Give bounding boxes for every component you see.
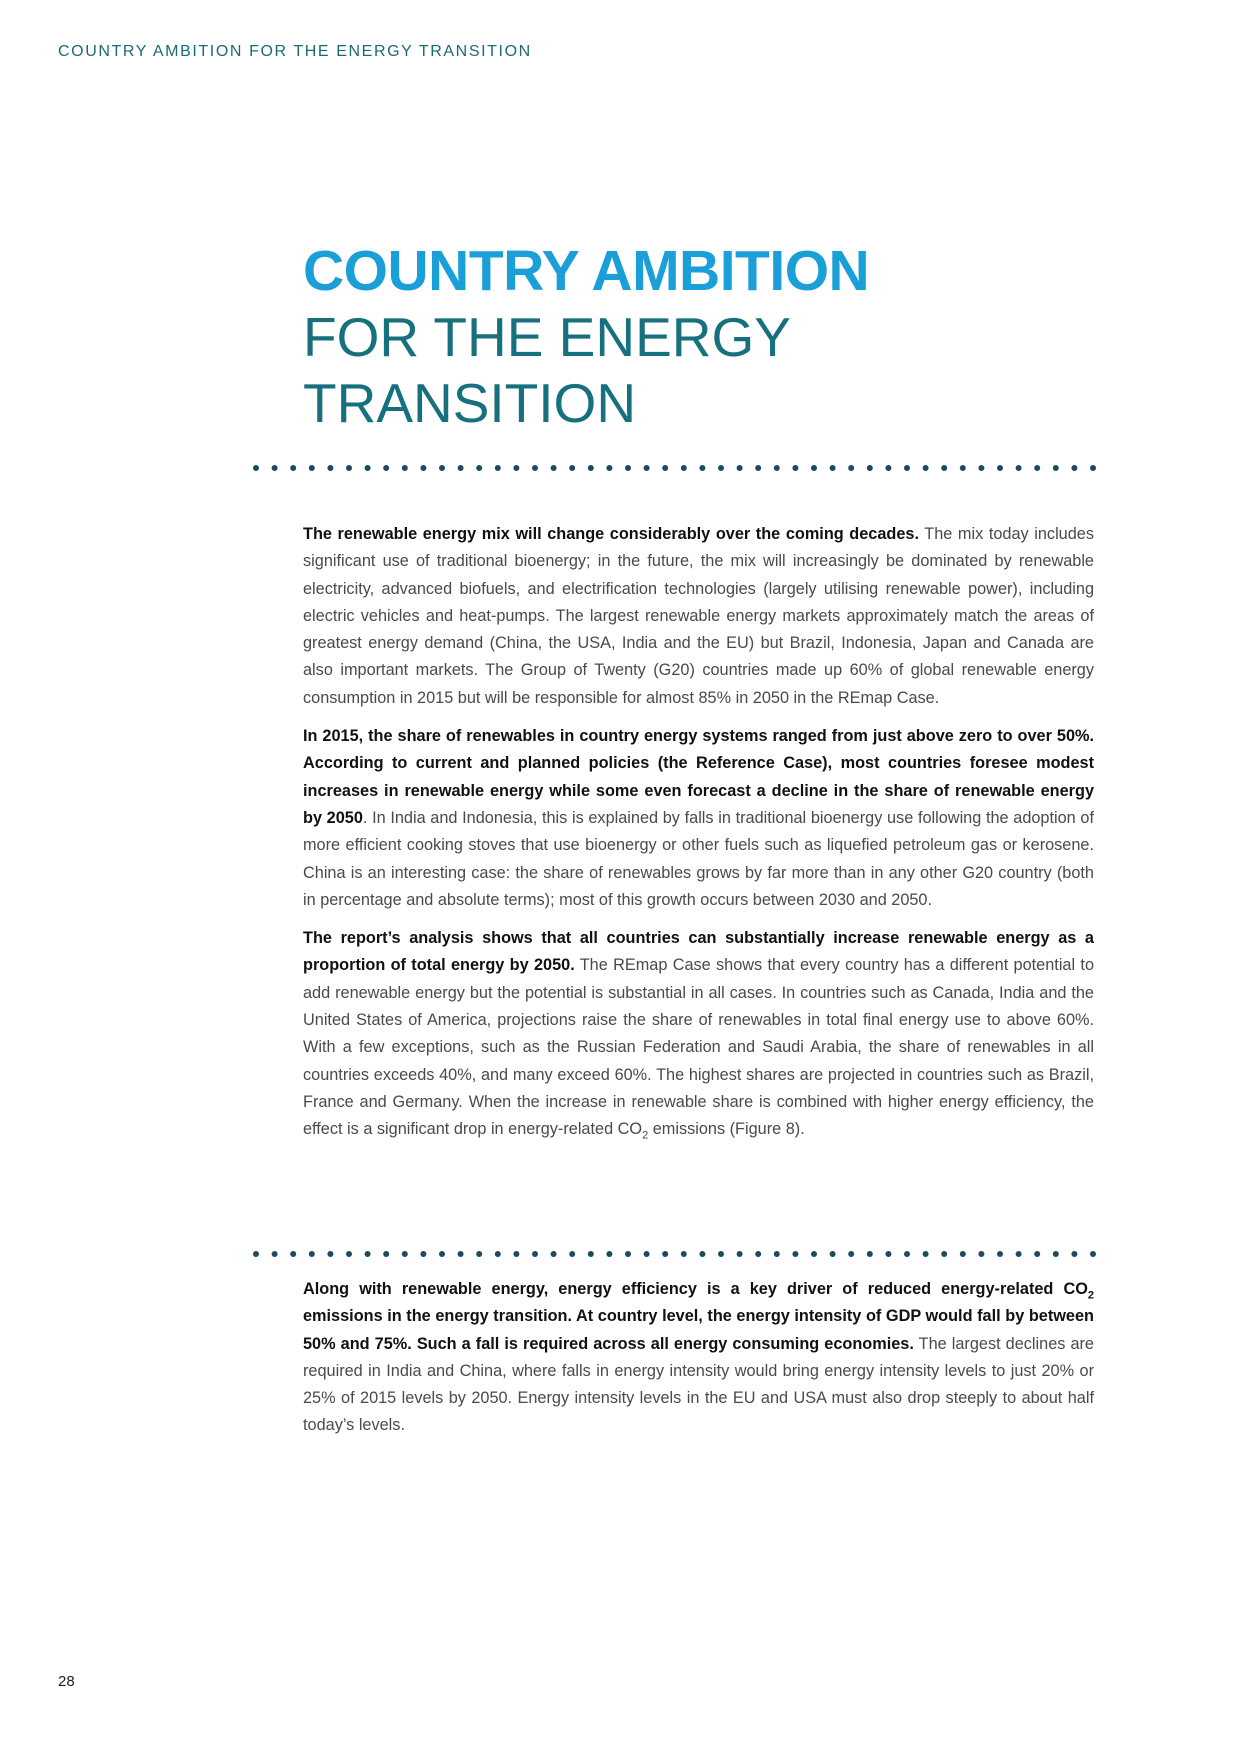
main-text bbox=[303, 521, 1094, 1155]
divider-dot bbox=[830, 465, 836, 471]
divider-dot bbox=[755, 1251, 761, 1257]
divider-dot bbox=[960, 465, 966, 471]
paragraph-1-body: The mix today includes significant use of traditional bioenergy; in the future, the mix will increasingly be dominated by renewable electricity, advanced biofuels, and electrification technologies (largely utilising renewable power), including electric vehicles and heat-pumps. The largest renewable energy markets approximately match the areas of greatest energy demand (China, the USA, India and the EU) but Brazil, Indonesia, Japan and Canada are also important markets. The Group of Twenty (G20) countries made up 60% of global renewable energy consumption in 2015 but will be responsible for almost 85% in 2050 in the REmap Case. bbox=[303, 525, 1094, 707]
divider-dot bbox=[383, 1251, 389, 1257]
divider-dot bbox=[718, 465, 724, 471]
divider-dot bbox=[439, 1251, 445, 1257]
divider-dot bbox=[1090, 1251, 1096, 1257]
divider-dot bbox=[346, 1251, 352, 1257]
divider-dot bbox=[1034, 1251, 1040, 1257]
page-number: 28 bbox=[58, 1673, 75, 1690]
dotted-divider-bottom bbox=[252, 1248, 1098, 1260]
divider-dot bbox=[885, 465, 891, 471]
divider-dot bbox=[1016, 1251, 1022, 1257]
paragraph-2-body: . In India and Indonesia, this is explained by falls in traditional bioenergy use following the adoption of more efficient cooking stoves that use bioenergy or other fuels such as liquefied petroleum gas or kerosene. China is an interesting case: the share of renewables grows by far more than in any other G20 country (both in percentage and absolute terms); most of this growth occurs between 2030 and 2050. bbox=[303, 808, 1094, 909]
divider-dot bbox=[253, 465, 259, 471]
divider-dot bbox=[941, 1251, 947, 1257]
divider-dot bbox=[774, 465, 780, 471]
paragraph-3-tail: emissions (Figure 8). bbox=[648, 1120, 805, 1139]
paragraph-4-lead-tail: emissions in the energy transition. At country level, the energy intensity of GDP would fall by between 50% and 75%. Such a fall is required across all energy consuming economies. bbox=[303, 1307, 1094, 1353]
divider-dot bbox=[737, 465, 743, 471]
divider-dot bbox=[1090, 465, 1096, 471]
divider-dot bbox=[476, 465, 482, 471]
divider-dot bbox=[402, 465, 408, 471]
divider-dot bbox=[830, 1251, 836, 1257]
divider-dot bbox=[625, 465, 631, 471]
divider-dot bbox=[699, 465, 705, 471]
divider-dot bbox=[420, 465, 426, 471]
dotted-divider-top bbox=[252, 462, 1098, 474]
divider-dot bbox=[327, 465, 333, 471]
paragraph-4-body: The largest declines are required in India and China, where falls in energy intensity would bring energy intensity levels to just 20% or 25% of 2015 levels by 2050. Energy intensity levels in the EU and USA must also drop steeply to about half today’s levels. bbox=[303, 1334, 1094, 1435]
divider-dot bbox=[811, 465, 817, 471]
divider-dot bbox=[402, 1251, 408, 1257]
divider-dot bbox=[513, 465, 519, 471]
divider-dot bbox=[327, 1251, 333, 1257]
divider-dot bbox=[848, 465, 854, 471]
divider-dot bbox=[1053, 465, 1059, 471]
dotted-divider-svg bbox=[252, 462, 1098, 474]
paragraph-3 bbox=[303, 925, 1094, 1143]
divider-dot bbox=[365, 465, 371, 471]
divider-dot bbox=[644, 465, 650, 471]
divider-dot bbox=[923, 465, 929, 471]
divider-dot bbox=[1071, 465, 1077, 471]
divider-dot bbox=[997, 465, 1003, 471]
divider-dot bbox=[867, 1251, 873, 1257]
divider-dot bbox=[1034, 465, 1040, 471]
divider-dot bbox=[774, 1251, 780, 1257]
divider-dot bbox=[476, 1251, 482, 1257]
divider-dot bbox=[644, 1251, 650, 1257]
divider-dot bbox=[792, 1251, 798, 1257]
divider-dot bbox=[960, 1251, 966, 1257]
divider-dot bbox=[272, 1251, 278, 1257]
title-line-3: TRANSITION bbox=[303, 372, 637, 434]
divider-dot bbox=[681, 465, 687, 471]
divider-dot bbox=[365, 1251, 371, 1257]
divider-dot bbox=[272, 465, 278, 471]
divider-dot bbox=[941, 465, 947, 471]
divider-dot bbox=[439, 465, 445, 471]
divider-dot bbox=[923, 1251, 929, 1257]
divider-dot bbox=[495, 1251, 501, 1257]
divider-dot bbox=[625, 1251, 631, 1257]
divider-dot bbox=[792, 465, 798, 471]
divider-dot bbox=[699, 1251, 705, 1257]
divider-dot bbox=[1071, 1251, 1077, 1257]
paragraph-3-lead: The report’s analysis shows that all countries can substantially increase renewable energy as a proportion of total energy by 2050. bbox=[303, 929, 1094, 975]
divider-dot bbox=[513, 1251, 519, 1257]
divider-dot bbox=[904, 465, 910, 471]
divider-dot bbox=[309, 1251, 315, 1257]
divider-dot bbox=[532, 1251, 538, 1257]
page-title bbox=[303, 238, 1103, 436]
divider-dot bbox=[1053, 1251, 1059, 1257]
title-line-1: COUNTRY AMBITION bbox=[303, 239, 870, 303]
divider-dot bbox=[346, 465, 352, 471]
divider-dot bbox=[662, 1251, 668, 1257]
divider-dot bbox=[606, 1251, 612, 1257]
divider-dot bbox=[253, 1251, 259, 1257]
divider-dot bbox=[569, 1251, 575, 1257]
divider-dot bbox=[290, 1251, 296, 1257]
divider-dot bbox=[681, 1251, 687, 1257]
dotted-divider-svg bbox=[252, 1248, 1098, 1260]
key-finding-text bbox=[303, 1276, 1094, 1451]
divider-dot bbox=[420, 1251, 426, 1257]
divider-dot bbox=[662, 465, 668, 471]
divider-dot bbox=[569, 465, 575, 471]
divider-dot bbox=[997, 1251, 1003, 1257]
divider-dot bbox=[606, 465, 612, 471]
divider-dot bbox=[904, 1251, 910, 1257]
divider-dot bbox=[551, 465, 557, 471]
divider-dot bbox=[309, 465, 315, 471]
divider-dot bbox=[588, 1251, 594, 1257]
divider-dot bbox=[978, 465, 984, 471]
divider-dot bbox=[458, 465, 464, 471]
divider-dot bbox=[532, 465, 538, 471]
divider-dot bbox=[755, 465, 761, 471]
divider-dot bbox=[885, 1251, 891, 1257]
divider-dot bbox=[737, 1251, 743, 1257]
divider-dot bbox=[383, 465, 389, 471]
paragraph-4-lead-text: Along with renewable energy, energy efficiency is a key driver of reduced energy-related CO bbox=[303, 1280, 1088, 1298]
divider-dot bbox=[848, 1251, 854, 1257]
divider-dot bbox=[718, 1251, 724, 1257]
divider-dot bbox=[588, 465, 594, 471]
divider-dot bbox=[495, 465, 501, 471]
divider-dot bbox=[978, 1251, 984, 1257]
divider-dot bbox=[290, 465, 296, 471]
running-header: COUNTRY AMBITION FOR THE ENERGY TRANSITION bbox=[58, 43, 532, 60]
divider-dot bbox=[867, 465, 873, 471]
divider-dot bbox=[458, 1251, 464, 1257]
paragraph-1 bbox=[303, 521, 1094, 712]
paragraph-2-lead: In 2015, the share of renewables in country energy systems ranged from just above zero to over 50%. According to current and planned policies (the Reference Case), most countries foresee modest increases in renewable energy while some even forecast a decline in the share of renewable energy by 2050 bbox=[303, 727, 1094, 827]
paragraph-1-lead: The renewable energy mix will change considerably over the coming decades. bbox=[303, 525, 919, 543]
divider-dot bbox=[1016, 465, 1022, 471]
paragraph-3-subscript: 2 bbox=[642, 1129, 649, 1142]
divider-dot bbox=[551, 1251, 557, 1257]
paragraph-4 bbox=[303, 1276, 1094, 1440]
title-line-2: FOR THE ENERGY bbox=[303, 306, 791, 368]
divider-dot bbox=[811, 1251, 817, 1257]
paragraph-4-subscript: 2 bbox=[1087, 1289, 1094, 1302]
paragraph-2 bbox=[303, 723, 1094, 914]
paragraph-3-body: The REmap Case shows that every country has a different potential to add renewable energy but the potential is substantial in all cases. In countries such as Canada, India and the United States of America, projections raise the share of renewables in total final energy use to above 60%. With a few exceptions, such as the Russian Federation and Saudi Arabia, the share of renewables in all countries exceeds 40%, and many exceed 60%. The highest shares are projected in countries such as Brazil, France and Germany. When the increase in renewable share is combined with higher energy efficiency, the effect is a significant drop in energy-related CO bbox=[303, 956, 1094, 1139]
